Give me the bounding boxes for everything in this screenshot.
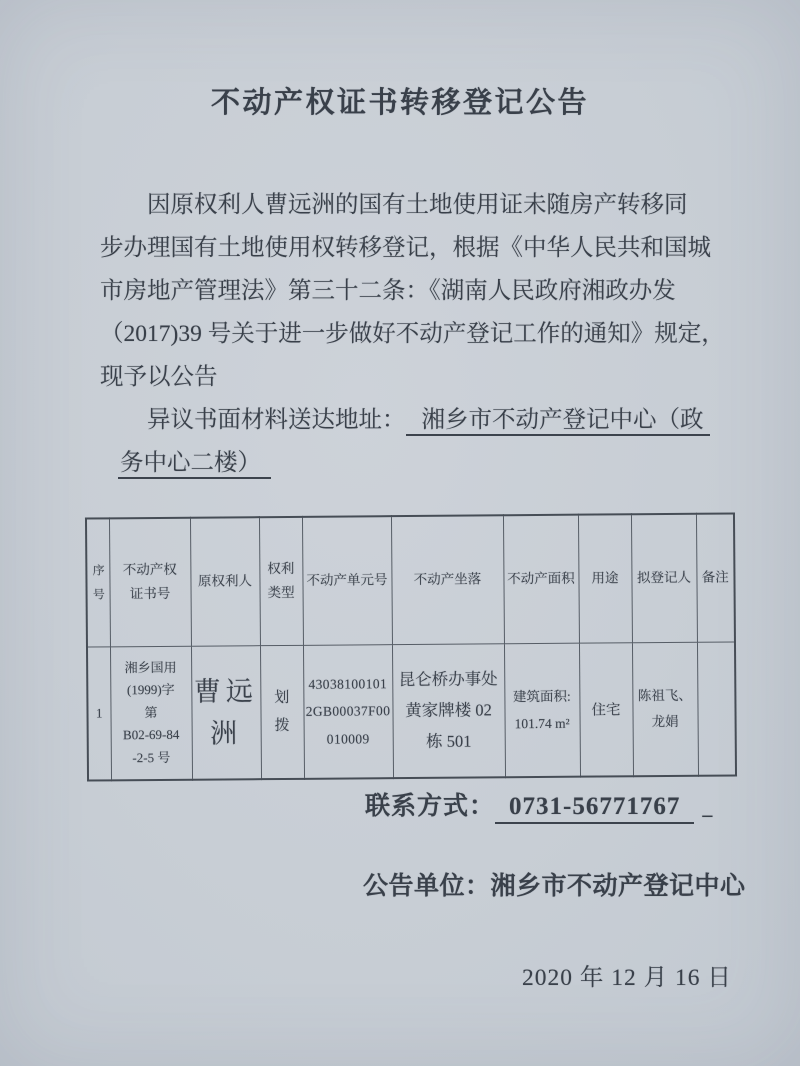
cell-original-owner: 曹远 洲	[191, 645, 261, 780]
cell-usage: 住宅	[579, 642, 633, 776]
cell-cert-no: 湘乡国用 (1999)字 第 B02-69-84 -2-5 号	[110, 646, 192, 781]
address-continuation-underlined: 务中心二楼）	[118, 450, 271, 479]
cell-remark	[697, 641, 736, 775]
table-row	[87, 641, 736, 780]
contact-line	[365, 786, 713, 822]
paragraph-line: （2017)39 号关于进一步做好不动产登记工作的通知》规定，	[100, 321, 725, 347]
address-value-underlined: 湘乡市不动产登记中心（政	[406, 407, 710, 436]
header-cell-cert-no: 不动产权 证书号	[109, 518, 191, 647]
contact-underscore-mark: _	[702, 797, 714, 819]
header-cell-remark: 备注	[696, 513, 735, 641]
issuer-line: 公告单位：湘乡市不动产登记中心	[363, 873, 746, 900]
cell-unit-no: 43038100101 2GB00037F00 010009	[303, 644, 393, 779]
cell-location: 昆仑桥办事处 黄家牌楼 02 栋 501	[392, 643, 505, 778]
contact-value: 0731-56771767	[495, 793, 694, 824]
address-continuation-line	[100, 442, 740, 485]
header-cell-area: 不动产面积	[503, 515, 579, 644]
header-cell-seq: 序号	[86, 518, 110, 646]
cell-area: 建筑面积: 101.74 m²	[504, 643, 580, 778]
cell-right-type: 划 拨	[260, 645, 304, 779]
cell-seq: 1	[87, 646, 111, 780]
paragraph-line: 现予以公告	[100, 364, 218, 390]
notice-paragraph	[100, 184, 740, 485]
address-label: 异议书面材料送达地址：	[147, 407, 406, 433]
cell-registrant: 陈祖飞、 龙娟	[632, 642, 698, 777]
page-title: 不动产权证书转移登记公告	[210, 87, 589, 119]
paragraph-line: 因原权利人曹远洲的国有土地使用证未随房产转移同	[147, 192, 688, 218]
address-line	[100, 399, 740, 442]
header-cell-unit-no: 不动产单元号	[302, 516, 392, 645]
table-header-row	[86, 513, 735, 646]
paragraph-line: 步办理国有土地使用权转移登记，根据《中华人民共和国城	[100, 235, 711, 261]
paragraph-line: 市房地产管理法》第三十二条：《湖南人民政府湘政办发	[100, 278, 676, 304]
header-cell-location: 不动产坐落	[391, 515, 504, 644]
header-cell-right-type: 权利 类型	[259, 517, 303, 645]
header-cell-original-owner: 原权利人	[190, 517, 260, 646]
header-cell-registrant: 拟登记人	[631, 514, 697, 643]
announcement-table	[85, 512, 737, 781]
contact-label: 联系方式：	[365, 793, 496, 820]
date-line: 2020 年 12 月 16 日	[522, 965, 732, 991]
header-cell-usage: 用途	[578, 514, 632, 642]
